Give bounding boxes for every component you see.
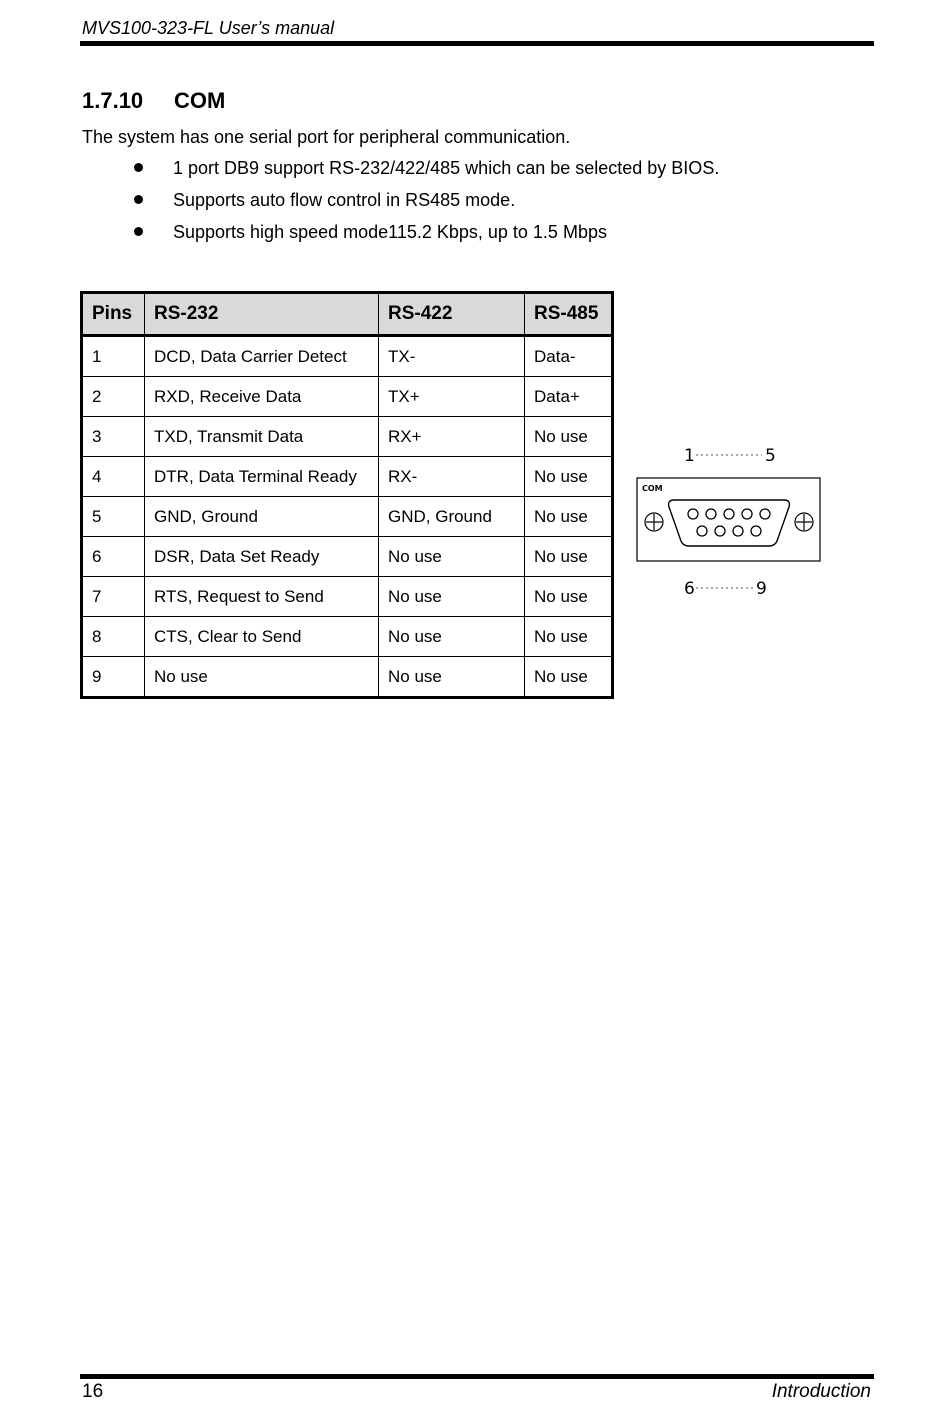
table-row bbox=[82, 617, 613, 657]
pin-label-bottom-first: 6 bbox=[684, 579, 695, 599]
cell: 7 bbox=[82, 577, 145, 617]
cell: No use bbox=[525, 417, 613, 457]
col-header-pins: Pins bbox=[82, 293, 145, 336]
cell: RXD, Receive Data bbox=[145, 377, 379, 417]
screw-right-icon bbox=[795, 513, 813, 531]
bullet-icon bbox=[134, 227, 143, 236]
cell: GND, Ground bbox=[379, 497, 525, 537]
pin-label-bottom-last: 9 bbox=[756, 579, 767, 599]
col-header-rs232: RS-232 bbox=[145, 293, 379, 336]
pin-label-top-last: 5 bbox=[765, 446, 776, 466]
cell: No use bbox=[379, 537, 525, 577]
col-header-rs422: RS-422 bbox=[379, 293, 525, 336]
cell: RTS, Request to Send bbox=[145, 577, 379, 617]
table-row bbox=[82, 497, 613, 537]
section-number: 1.7.10 bbox=[82, 88, 144, 113]
bullet-icon bbox=[134, 195, 143, 204]
cell: 3 bbox=[82, 417, 145, 457]
bullet-icon bbox=[134, 163, 143, 172]
header-rule bbox=[80, 41, 874, 46]
db9-connector-diagram bbox=[634, 440, 824, 600]
cell: No use bbox=[379, 577, 525, 617]
cell: No use bbox=[525, 457, 613, 497]
cell: No use bbox=[525, 577, 613, 617]
table-header-row bbox=[82, 293, 613, 336]
cell: No use bbox=[525, 497, 613, 537]
cell: No use bbox=[379, 657, 525, 698]
cell: Data- bbox=[525, 336, 613, 377]
cell: TX+ bbox=[379, 377, 525, 417]
screw-left-icon bbox=[645, 513, 663, 531]
cell: 5 bbox=[82, 497, 145, 537]
page-number: 16 bbox=[82, 1381, 104, 1402]
section-heading bbox=[82, 88, 225, 114]
cell: Data+ bbox=[525, 377, 613, 417]
cell: 4 bbox=[82, 457, 145, 497]
table-row bbox=[82, 537, 613, 577]
table-row bbox=[82, 657, 613, 698]
cell: TX- bbox=[379, 336, 525, 377]
cell: 9 bbox=[82, 657, 145, 698]
list-item-text: 1 port DB9 support RS-232/422/485 which can be selected by BIOS. bbox=[173, 158, 720, 178]
cell: CTS, Clear to Send bbox=[145, 617, 379, 657]
header-title: MVS100-323-FL User’s manual bbox=[82, 18, 335, 38]
cell: GND, Ground bbox=[145, 497, 379, 537]
cell: No use bbox=[379, 617, 525, 657]
list-item-text: Supports auto flow control in RS485 mode. bbox=[173, 190, 516, 210]
cell: TXD, Transmit Data bbox=[145, 417, 379, 457]
table-row bbox=[82, 577, 613, 617]
table-row bbox=[82, 457, 613, 497]
cell: 8 bbox=[82, 617, 145, 657]
footer-section-name: Introduction bbox=[771, 1381, 871, 1402]
cell: 2 bbox=[82, 377, 145, 417]
table-row bbox=[82, 377, 613, 417]
cell: 1 bbox=[82, 336, 145, 377]
cell: DSR, Data Set Ready bbox=[145, 537, 379, 577]
pin-label-top-first: 1 bbox=[684, 446, 695, 466]
pin-table bbox=[80, 291, 614, 699]
cell: No use bbox=[525, 537, 613, 577]
cell: DTR, Data Terminal Ready bbox=[145, 457, 379, 497]
col-header-rs485: RS-485 bbox=[525, 293, 613, 336]
cell: RX+ bbox=[379, 417, 525, 457]
cell: DCD, Data Carrier Detect bbox=[145, 336, 379, 377]
cell: RX- bbox=[379, 457, 525, 497]
cell: No use bbox=[525, 617, 613, 657]
table-row bbox=[82, 336, 613, 377]
cell: No use bbox=[525, 657, 613, 698]
cell: 6 bbox=[82, 537, 145, 577]
table-row bbox=[82, 417, 613, 457]
connector-label: COM bbox=[642, 484, 663, 493]
list-item-text: Supports high speed mode115.2 Kbps, up to 1.5 Mbps bbox=[173, 222, 607, 242]
footer-rule bbox=[80, 1374, 874, 1379]
cell: No use bbox=[145, 657, 379, 698]
section-title: COM bbox=[174, 88, 226, 113]
intro-text: The system has one serial port for peripheral communication. bbox=[82, 127, 571, 147]
